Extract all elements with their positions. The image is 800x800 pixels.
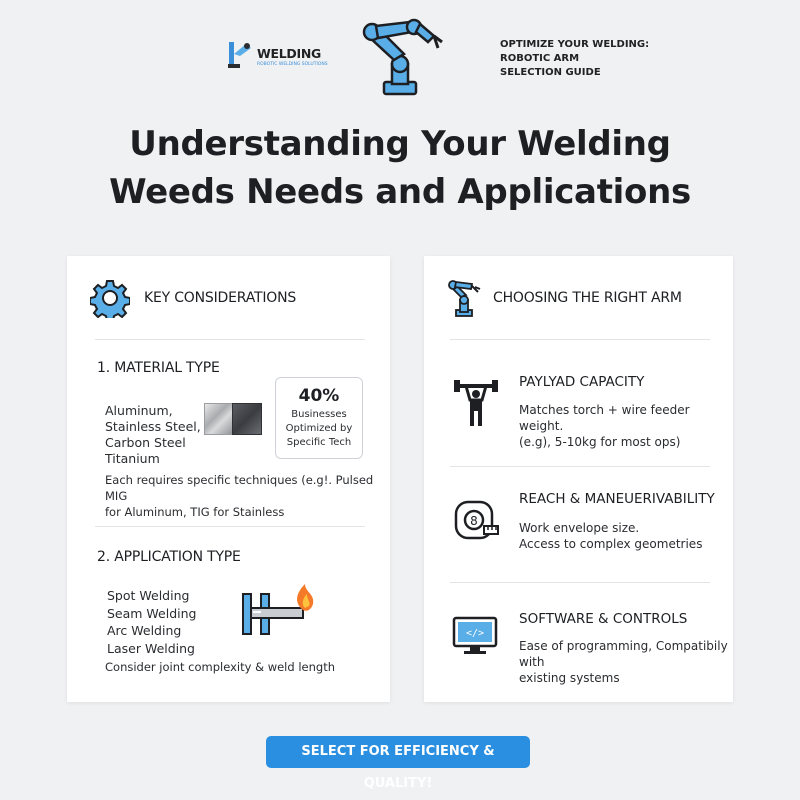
robot-arm-icon (358, 14, 450, 98)
material-item: Titanium (105, 451, 160, 466)
material-item: Carbon Steel (105, 435, 186, 450)
title-line: Weeds Needs and Applications (109, 172, 691, 212)
cta-button[interactable]: SELECT FOR EFFICIENCY & QUALITY! (266, 736, 530, 768)
tagline-line: ROBOTIC ARM (500, 53, 580, 64)
card-header (67, 256, 390, 336)
feature-title: SOFTWARE & CONTROLS (519, 611, 688, 627)
monitor-icon (452, 616, 498, 656)
tape-measure-icon (454, 500, 500, 540)
svg-text:8: 8 (470, 514, 478, 528)
material-item: Stainless Steel, (105, 419, 201, 434)
steel-swatch (232, 403, 262, 435)
application-list (107, 587, 197, 657)
brand-logo (226, 38, 328, 70)
feature-title: REACH & MANEUERIVABILITY (519, 491, 715, 507)
stat-caption-line: Businesses (291, 409, 347, 420)
gear-icon (90, 278, 130, 318)
title-line: Understanding Your Welding (129, 124, 671, 164)
note-line: Each requires specific techniques (e.g!. Pulsed MIG (105, 473, 374, 503)
tagline-line: OPTIMIZE YOUR WELDING: (500, 39, 650, 50)
material-item: Aluminum, (105, 403, 173, 418)
application-note: Consider joint complexity & weld length (105, 660, 335, 674)
application-item: Arc Welding (107, 623, 182, 638)
note-line: for Aluminum, TIG for Stainless (105, 505, 285, 519)
divider (450, 339, 710, 340)
stat-caption-line: Specific Tech (286, 437, 352, 448)
stat-caption-line: Optimized by (285, 423, 353, 434)
feature-description (519, 520, 729, 552)
application-item: Spot Welding (107, 588, 190, 603)
stat-card (275, 377, 363, 459)
material-type-title: 1. MATERIAL TYPE (97, 360, 220, 376)
material-list (105, 403, 201, 467)
feature-line: Ease of programming, Compatibily with (519, 639, 728, 669)
card-header (424, 256, 733, 336)
choosing-arm-card (424, 256, 733, 702)
svg-text:</>: </> (465, 628, 485, 639)
feature-line: existing systems (519, 671, 620, 685)
feature-description (519, 638, 731, 686)
stat-caption (276, 408, 362, 450)
key-considerations-card (67, 256, 390, 702)
weld-flame-icon (239, 582, 321, 640)
header-tagline (500, 38, 660, 80)
divider (450, 466, 710, 467)
robot-arm-small-icon (444, 278, 484, 318)
feature-line: Matches torch + wire feeder weight. (519, 403, 690, 433)
robot-logo-icon (226, 38, 256, 70)
aluminum-swatch (204, 403, 234, 435)
page-title (0, 120, 800, 216)
feature-line: (e.g), 5-10kg for most ops) (519, 435, 681, 449)
stat-value: 40% (298, 386, 340, 406)
application-item: Seam Welding (107, 605, 197, 621)
divider (95, 526, 365, 527)
divider (450, 582, 710, 583)
feature-line: Access to complex geometries (519, 537, 703, 551)
logo-title: WELDING (257, 46, 321, 61)
tagline-line: SELECTION GUIDE (500, 67, 601, 78)
application-type-title: 2. APPLICATION TYPE (97, 549, 241, 565)
application-item: Laser Welding (107, 640, 195, 656)
divider (95, 339, 365, 340)
weightlifter-icon (454, 380, 498, 428)
feature-title: PAYLYAD CAPACITY (519, 374, 645, 390)
feature-line: Work envelope size. (519, 521, 640, 535)
logo-subtitle: ROBOTIC WELDING SOLUTIONS (257, 62, 328, 67)
material-note (105, 472, 385, 520)
card-heading: CHOOSING THE RIGHT ARM (493, 290, 682, 306)
card-heading: KEY CONSIDERATIONS (144, 290, 297, 306)
feature-description (519, 402, 729, 450)
